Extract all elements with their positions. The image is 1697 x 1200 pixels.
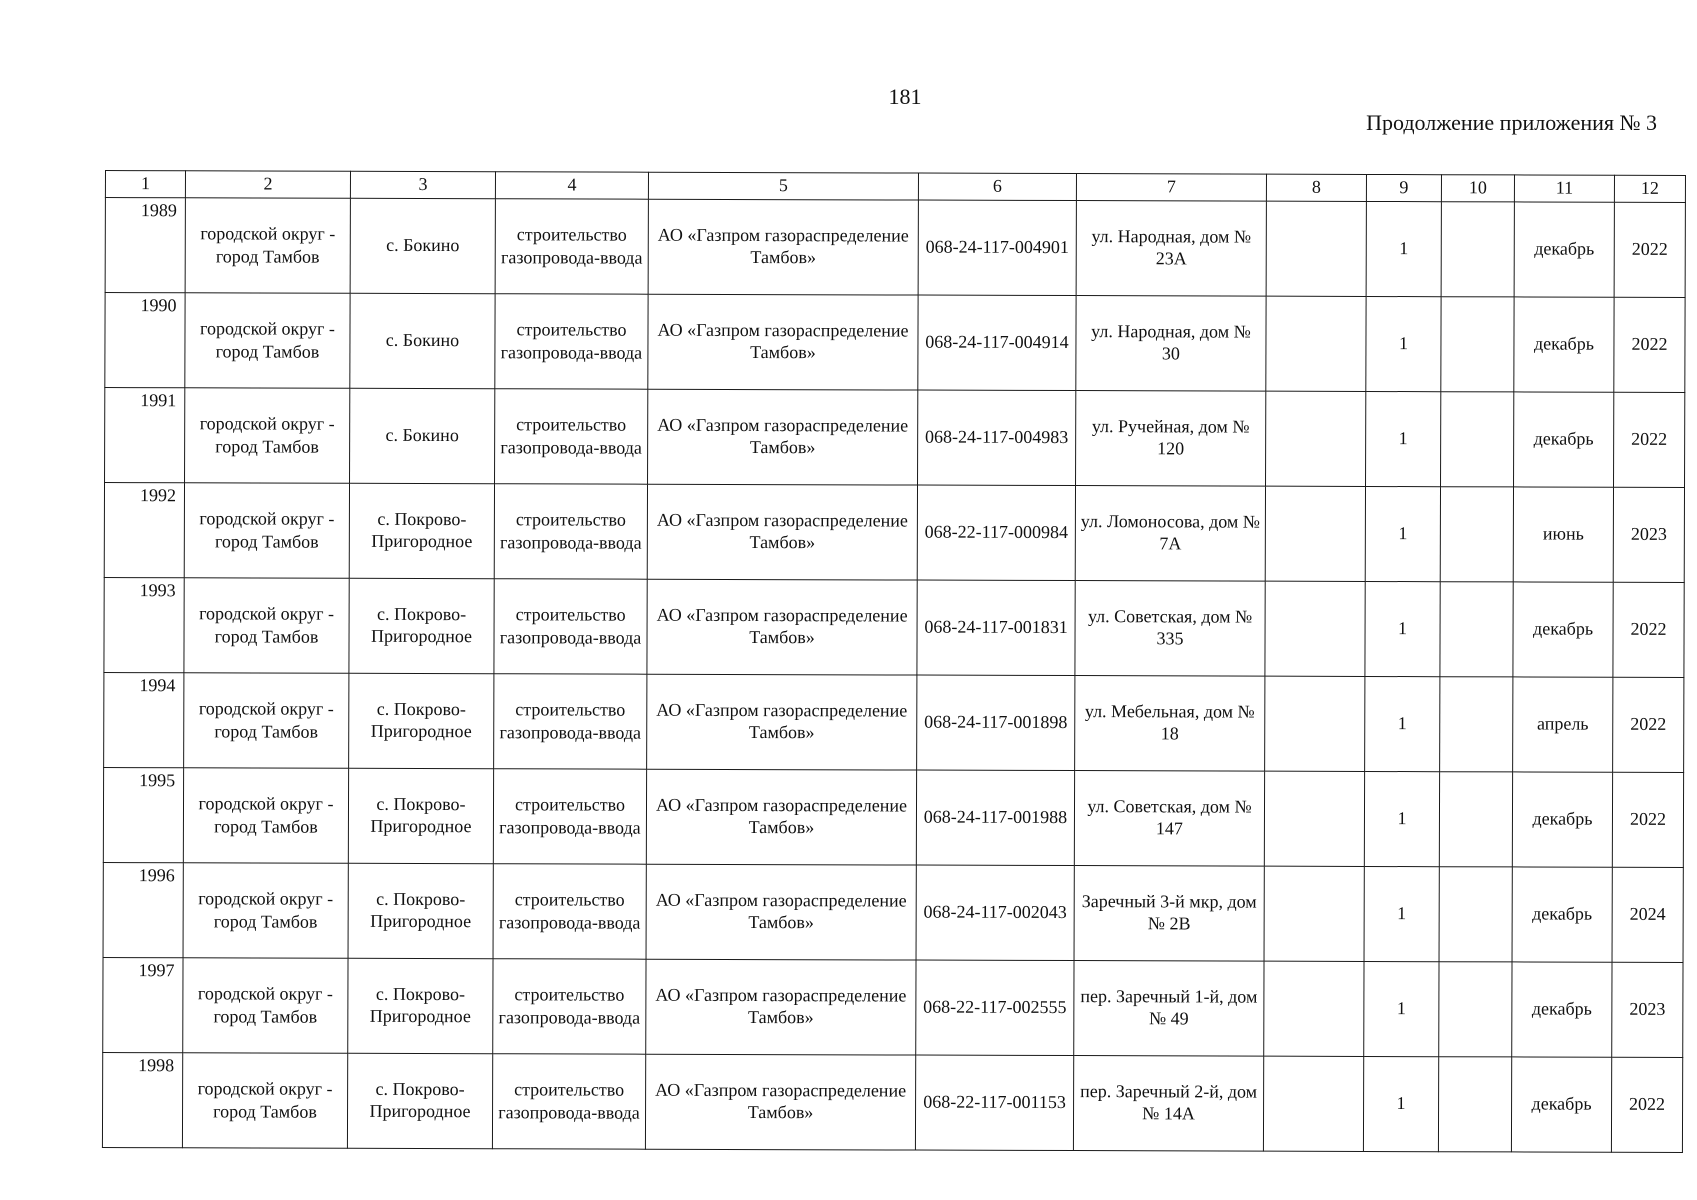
settlement-cell: с. Покрово-Пригородное [348, 768, 493, 863]
work-type-cell: строительство газопровода-ввода [493, 959, 646, 1054]
table-row [103, 957, 1683, 1057]
quantity-cell: 1 [1366, 391, 1441, 486]
month-cell: декабрь [1513, 582, 1613, 677]
row-number: 1997 [103, 957, 183, 1052]
table-row [103, 862, 1683, 962]
address-cell: Заречный 3-й мкр, дом № 2В [1074, 866, 1264, 962]
address-cell: ул. Ручейная, дом № 120 [1076, 391, 1266, 487]
district-cell: городской округ - город Тамбов [183, 863, 348, 959]
table-row [104, 672, 1684, 772]
quantity-cell: 1 [1365, 676, 1440, 771]
organization-cell: АО «Газпром газораспределение Тамбов» [646, 864, 916, 960]
settlement-cell: с. Покрово-Пригородное [347, 1053, 492, 1148]
organization-cell: АО «Газпром газораспределение Тамбов» [647, 484, 917, 580]
table-body [102, 198, 1685, 1153]
column-10-cell [1440, 582, 1513, 677]
organization-cell: АО «Газпром газораспределение Тамбов» [646, 769, 916, 865]
column-8-cell [1265, 486, 1365, 581]
row-number: 1995 [103, 767, 183, 862]
column-header-4: 4 [495, 172, 648, 199]
quantity-cell: 1 [1364, 961, 1439, 1056]
settlement-cell: с. Покрово-Пригородное [349, 578, 494, 673]
column-header-1: 1 [105, 171, 185, 198]
year-cell: 2022 [1612, 772, 1683, 867]
district-cell: городской округ - город Тамбов [185, 198, 350, 294]
column-8-cell [1263, 1056, 1363, 1151]
organization-cell: АО «Газпром газораспределение Тамбов» [647, 674, 917, 770]
quantity-cell: 1 [1364, 866, 1439, 961]
column-header-11: 11 [1514, 175, 1614, 202]
column-10-cell [1440, 677, 1513, 772]
appendix-title: Продолжение приложения № 3 [1366, 110, 1657, 135]
organization-cell: АО «Газпром газораспределение Тамбов» [648, 294, 918, 390]
column-8-cell [1264, 771, 1364, 866]
work-type-cell: строительство газопровода-ввода [494, 674, 647, 769]
organization-cell: АО «Газпром газораспределение Тамбов» [648, 389, 918, 485]
month-cell: декабрь [1511, 1057, 1611, 1152]
settlement-cell: с. Бокино [350, 198, 495, 293]
address-cell: ул. Мебельная, дом № 18 [1075, 676, 1265, 772]
column-header-9: 9 [1366, 174, 1441, 201]
column-8-cell [1266, 391, 1366, 486]
quantity-cell: 1 [1366, 296, 1441, 391]
table-row [102, 1052, 1682, 1152]
column-header-3: 3 [350, 171, 495, 198]
district-cell: городской округ - город Тамбов [185, 293, 350, 389]
column-header-8: 8 [1266, 174, 1366, 201]
organization-cell: АО «Газпром газораспределение Тамбов» [647, 579, 917, 675]
address-cell: ул. Советская, дом № 335 [1075, 581, 1265, 677]
year-cell: 2022 [1614, 202, 1685, 297]
column-8-cell [1264, 961, 1364, 1056]
year-cell: 2023 [1613, 487, 1684, 582]
organization-cell: АО «Газпром газораспределение Тамбов» [648, 199, 918, 295]
table-row [105, 293, 1685, 393]
column-10-cell [1439, 962, 1512, 1057]
year-cell: 2022 [1613, 582, 1684, 677]
year-cell: 2024 [1612, 867, 1683, 962]
address-cell: ул. Народная, дом № 30 [1076, 296, 1266, 392]
work-type-cell: строительство газопровода-ввода [493, 864, 646, 959]
column-header-6: 6 [918, 173, 1076, 200]
column-10-cell [1439, 867, 1512, 962]
year-cell: 2022 [1614, 297, 1685, 392]
object-code-cell: 068-22-117-002555 [916, 960, 1074, 1055]
organization-cell: АО «Газпром газораспределение Тамбов» [646, 959, 916, 1055]
address-cell: пер. Заречный 2-й, дом № 14А [1073, 1056, 1263, 1152]
object-code-cell: 068-22-117-000984 [917, 485, 1075, 580]
column-10-cell [1441, 392, 1514, 487]
object-code-cell: 068-24-117-004983 [918, 390, 1076, 485]
page-number: 181 [888, 84, 922, 109]
district-cell: городской округ - город Тамбов [184, 673, 349, 769]
month-cell: декабрь [1512, 772, 1612, 867]
row-number: 1994 [104, 672, 184, 767]
month-cell: июнь [1513, 487, 1613, 582]
district-cell: городской округ - город Тамбов [185, 388, 350, 484]
address-cell: ул. Народная, дом № 23А [1076, 201, 1266, 297]
column-10-cell [1441, 297, 1514, 392]
column-header-10: 10 [1441, 175, 1514, 202]
month-cell: декабрь [1514, 297, 1614, 392]
column-header-12: 12 [1614, 175, 1685, 202]
settlement-cell: с. Бокино [350, 293, 495, 388]
column-8-cell [1265, 581, 1365, 676]
column-10-cell [1439, 772, 1512, 867]
year-cell: 2022 [1611, 1057, 1682, 1152]
object-code-cell: 068-24-117-004914 [918, 295, 1076, 390]
object-code-cell: 068-24-117-001831 [917, 580, 1075, 675]
column-8-cell [1266, 296, 1366, 391]
object-code-cell: 068-24-117-001988 [916, 770, 1074, 865]
work-type-cell: строительство газопровода-ввода [495, 389, 648, 484]
appendix-table [102, 170, 1686, 1153]
year-cell: 2022 [1614, 392, 1685, 487]
column-10-cell [1440, 487, 1513, 582]
table-row [105, 388, 1685, 488]
year-cell: 2023 [1612, 962, 1683, 1057]
column-8-cell [1266, 201, 1366, 296]
district-cell: городской округ - город Тамбов [184, 578, 349, 674]
work-type-cell: строительство газопровода-ввода [495, 199, 648, 294]
settlement-cell: с. Покрово-Пригородное [349, 483, 494, 578]
row-number: 1992 [104, 483, 184, 578]
year-cell: 2022 [1613, 677, 1684, 772]
address-cell: пер. Заречный 1-й, дом № 49 [1074, 961, 1264, 1057]
quantity-cell: 1 [1365, 581, 1440, 676]
row-number: 1993 [104, 577, 184, 672]
column-header-5: 5 [648, 172, 918, 200]
column-10-cell [1441, 202, 1514, 297]
column-8-cell [1265, 676, 1365, 771]
settlement-cell: с. Покрово-Пригородное [348, 863, 493, 958]
address-cell: ул. Ломоносова, дом № 7А [1075, 486, 1265, 582]
object-code-cell: 068-24-117-002043 [916, 865, 1074, 960]
work-type-cell: строительство газопровода-ввода [494, 579, 647, 674]
organization-cell: АО «Газпром газораспределение Тамбов» [645, 1054, 915, 1150]
work-type-cell: строительство газопровода-ввода [494, 484, 647, 579]
row-number: 1989 [105, 198, 185, 293]
month-cell: декабрь [1512, 867, 1612, 962]
work-type-cell: строительство газопровода-ввода [495, 294, 648, 389]
quantity-cell: 1 [1363, 1056, 1438, 1151]
table-row [105, 198, 1685, 298]
district-cell: городской округ - город Тамбов [183, 768, 348, 864]
row-number: 1990 [105, 293, 185, 388]
column-header-2: 2 [185, 171, 350, 199]
settlement-cell: с. Покрово-Пригородное [348, 958, 493, 1053]
row-number: 1991 [105, 388, 185, 483]
quantity-cell: 1 [1364, 771, 1439, 866]
quantity-cell: 1 [1365, 486, 1440, 581]
settlement-cell: с. Покрово-Пригородное [349, 673, 494, 768]
column-10-cell [1438, 1057, 1511, 1152]
row-number: 1998 [102, 1052, 182, 1147]
district-cell: городской округ - город Тамбов [182, 1053, 347, 1149]
column-header-7: 7 [1076, 174, 1266, 202]
table-row [103, 767, 1683, 867]
table-row [104, 577, 1684, 677]
object-code-cell: 068-24-117-004901 [918, 200, 1076, 295]
month-cell: декабрь [1512, 962, 1612, 1057]
work-type-cell: строительство газопровода-ввода [492, 1054, 645, 1149]
district-cell: городской округ - город Тамбов [184, 483, 349, 579]
object-code-cell: 068-24-117-001898 [917, 675, 1075, 770]
object-code-cell: 068-22-117-001153 [915, 1055, 1073, 1150]
month-cell: апрель [1513, 677, 1613, 772]
column-8-cell [1264, 866, 1364, 961]
address-cell: ул. Советская, дом № 147 [1074, 771, 1264, 867]
settlement-cell: с. Бокино [350, 388, 495, 483]
month-cell: декабрь [1514, 392, 1614, 487]
work-type-cell: строительство газопровода-ввода [493, 769, 646, 864]
row-number: 1996 [103, 862, 183, 957]
district-cell: городской округ - город Тамбов [183, 958, 348, 1054]
month-cell: декабрь [1514, 202, 1614, 297]
quantity-cell: 1 [1366, 201, 1441, 296]
table-row [104, 483, 1684, 583]
